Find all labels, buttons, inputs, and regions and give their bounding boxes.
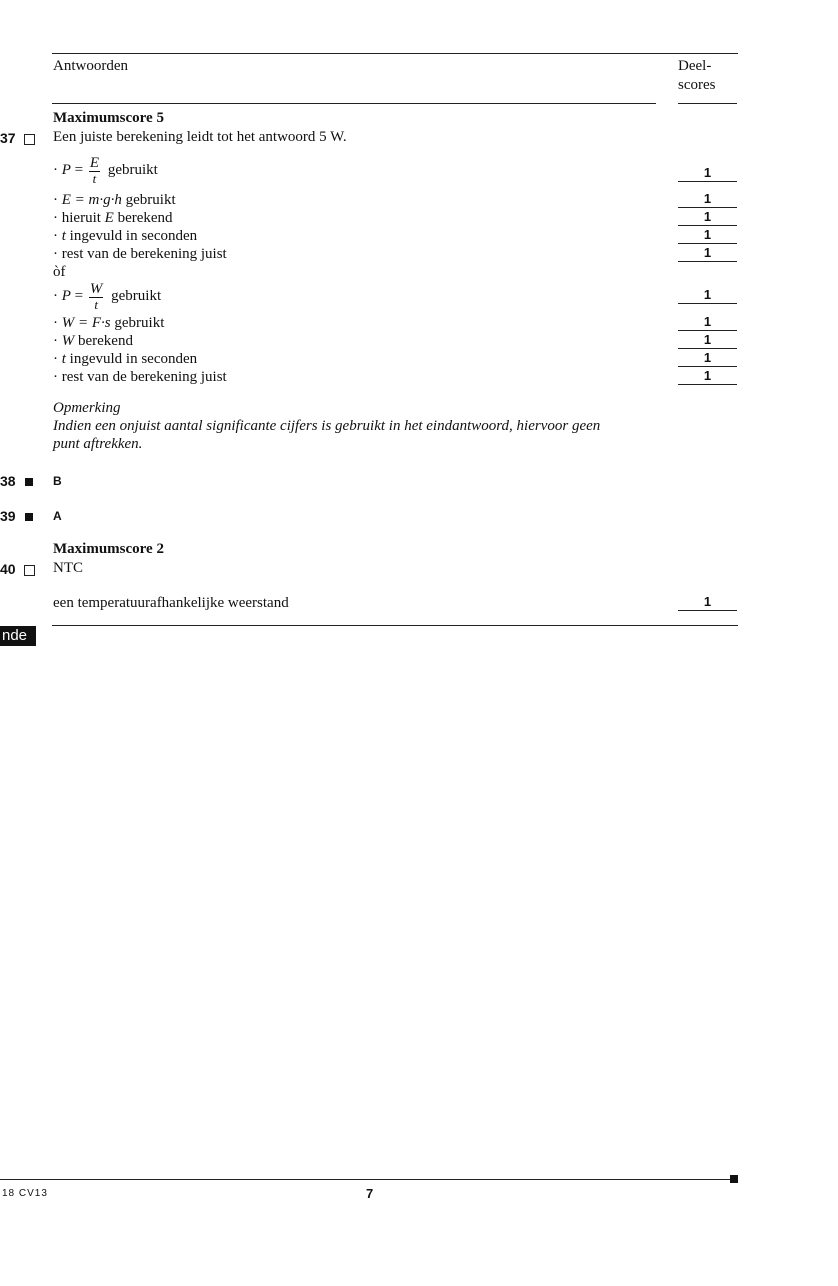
header-rule-bottom <box>52 103 656 104</box>
score-q37-2: 1 <box>678 192 737 208</box>
score-q37-alt-5: 1 <box>678 369 737 385</box>
q37-alt-item-2: · W = F·s gebruikt <box>53 315 165 331</box>
fraction-w-over-t: $\frac{W}{t}$ <box>89 281 103 312</box>
score-q37-5: 1 <box>678 246 737 262</box>
score-q40-1: 1 <box>678 595 737 611</box>
q40-number: 40 <box>0 561 35 577</box>
footer-code: 18 CV13 <box>2 1188 48 1199</box>
q37-item-5: · rest van de berekening juist <box>53 246 227 262</box>
q40-maxscore: Maximumscore 2 <box>53 541 164 557</box>
footer-rule <box>0 1179 736 1180</box>
q40-line: een temperatuurafhankelijke weerstand <box>53 595 289 611</box>
header-rule-scores <box>678 103 737 104</box>
footer-mark-icon <box>730 1175 738 1183</box>
q37-alt-item-4: · t ingevuld in seconden <box>53 351 198 367</box>
q37-or: òf <box>53 264 66 280</box>
q38-number: 38 <box>0 473 33 489</box>
header-scores-1: Deel- <box>678 58 712 74</box>
q38-answer: B <box>53 474 62 488</box>
score-q37-alt-2: 1 <box>678 315 737 331</box>
header-scores-2: scores <box>678 77 716 93</box>
score-q37-alt-4: 1 <box>678 351 737 367</box>
header-answers: Antwoorden <box>53 58 128 74</box>
q37-item-2: · E = m·g·h gebruikt <box>53 192 176 208</box>
open-question-icon <box>24 565 35 576</box>
remark-line-1: Indien een onjuist aantal significante cijfers is gebruikt in het eindantwoord, hiervoor geen <box>53 418 601 434</box>
q37-item-3: · hieruit E berekend <box>53 210 173 226</box>
q37-number: 37 <box>0 130 35 146</box>
q39-answer: A <box>53 509 62 523</box>
q37-intro: Een juiste berekening leidt tot het antwoord 5 W. <box>53 129 347 145</box>
remark-title: Opmerking <box>53 400 121 416</box>
score-q37-1: 1 <box>678 166 737 182</box>
score-q37-4: 1 <box>678 228 737 244</box>
q37-item-4: · t ingevuld in seconden <box>53 228 198 244</box>
open-question-icon <box>24 134 35 145</box>
q37-item-1: · P = $\frac{E}{t}$ gebruikt <box>53 155 158 186</box>
score-q37-alt-3: 1 <box>678 333 737 349</box>
mc-question-icon <box>25 478 33 486</box>
section-end-rule <box>52 625 738 626</box>
score-q37-3: 1 <box>678 210 737 226</box>
q37-alt-item-3: · W berekend <box>53 333 133 349</box>
footer-page: 7 <box>366 1186 374 1201</box>
q37-alt-item-1: · P = $\frac{W}{t}$ gebruikt <box>53 281 162 312</box>
fraction-e-over-t: $\frac{E}{t}$ <box>89 155 100 186</box>
q40-answer: NTC <box>53 560 83 576</box>
side-tab: nde <box>0 626 36 646</box>
mc-question-icon <box>25 513 33 521</box>
q37-maxscore: Maximumscore 5 <box>53 110 164 126</box>
q39-number: 39 <box>0 508 33 524</box>
header-rule-top <box>52 53 738 54</box>
q37-alt-item-5: · rest van de berekening juist <box>53 369 227 385</box>
score-q37-alt-1: 1 <box>678 288 737 304</box>
remark-line-2: punt aftrekken. <box>53 436 143 452</box>
